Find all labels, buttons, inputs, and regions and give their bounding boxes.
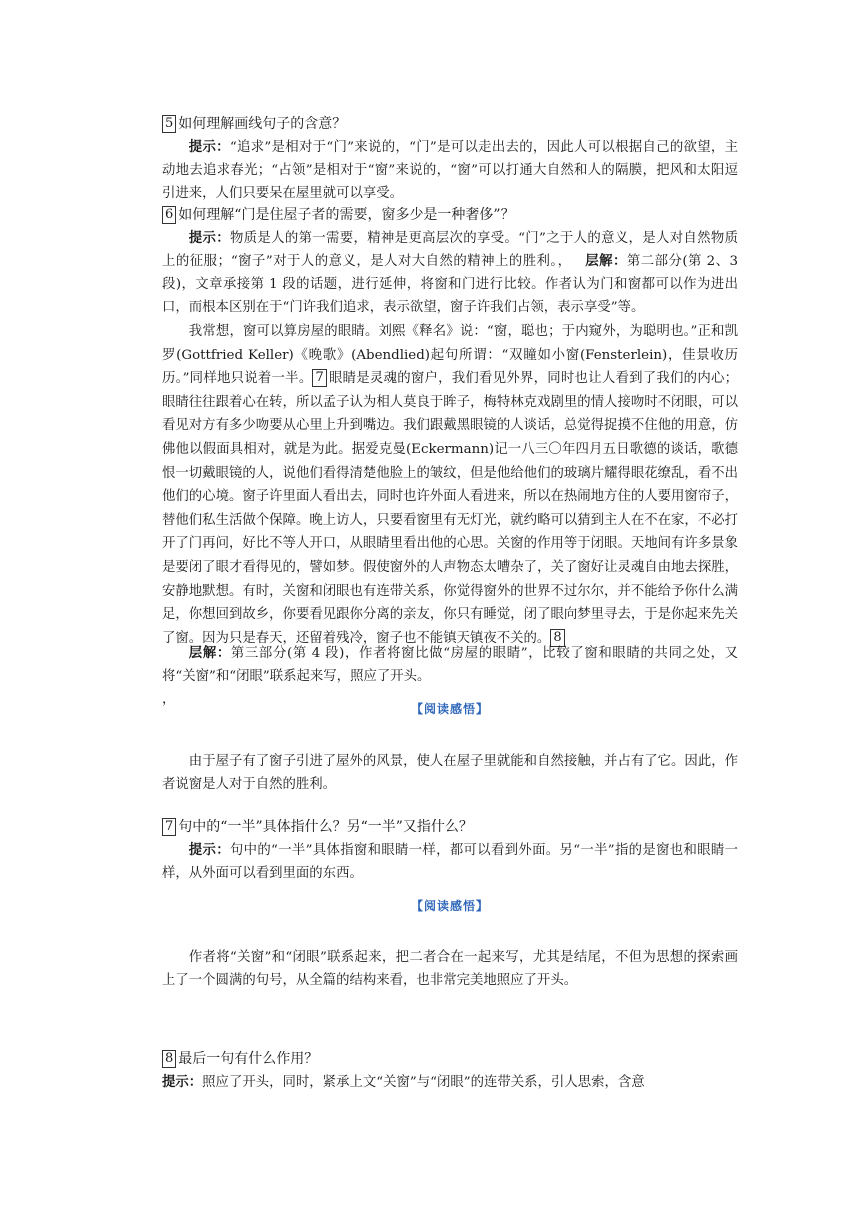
reading-heading: 【阅读感悟】 <box>410 702 489 716</box>
question-number: 6 <box>162 206 176 224</box>
reading-1-block <box>162 750 738 796</box>
tip-text: 句中的“一半”具体指窗和眼睛一样，都可以看到外面。另“一半”指的是窗也和眼睛一样，从外面可以看到里面的东西。 <box>162 843 738 881</box>
tip-text: 物质是人的第一需要，精神是更高层次的享受。“门”之于人的意义，是人对自然物质上的征服；“窗子”对于人的意义，是人对大自然的精神上的胜利。， <box>162 231 738 269</box>
layer-label: 层解： <box>188 645 231 661</box>
tip-text: “追求”是相对于“门”来说的，“门”是可以走出去的，因此人可以根据自己的欲望，主动地去追求春光；“占领”是相对于“窗”来说的，“窗”可以打通大自然和人的隔膜，把风和太阳逗引进来，人们只要呆在屋里就可以享受。 <box>162 140 738 201</box>
passage-text-1: 我常想，窗可以算房屋的眼睛。刘熙《释名》说：“窗，聪也；于内窥外，为聪明也。”正和凯罗(Gottfried Keller)《晚歌》(Abendlied)起句所谓：“双瞳如小窗(Fensterlein)，佳景收历历。”同样地只说着一半。 <box>162 324 738 387</box>
question-text: 如何理解“门是住屋子者的需要，窗多少是一种奢侈”？ <box>178 207 515 223</box>
question-5-block <box>162 113 738 205</box>
reading-text: 作者将“关窗”和“闭眼”联系起来，把二者合在一起来写，尤其是结尾，不但为思想的探索画上了一个圆满的句号，从全篇的结构来看，也非常完美地照应了开头。 <box>162 950 738 988</box>
marker-7: 7 <box>312 369 326 387</box>
question-text: 最后一句有什么作用？ <box>178 1051 319 1067</box>
question-7-block <box>162 816 738 885</box>
reading-2-block <box>162 946 738 992</box>
tip-label: 提示： <box>188 230 230 246</box>
marker-8: 8 <box>550 629 564 647</box>
passage-text-2: 眼睛是灵魂的窗户，我们看见外界，同时也让人看到了我们的内心；眼睛往往跟着心在转，所以孟子认为相人莫良于眸子，梅特林克戏剧里的情人接吻时不闭眼，可以看见对方有多少吻要从心里上升到嘴边。我们跟戴黑眼镜的人谈话，总觉得捉摸不住他的用意，仿佛他以假面具相对，就是为此。据爱克曼(Eckermann)记一八三〇年四月五日歌德的谈话，歌德恨一切戴眼镜的人，说他们看得清楚他脸上的皱纹，但是他给他们的玻璃片耀得眼花缭乱，看不出他们的心境。窗子许里面人看出去，同时也许外面人看进来，所以在热闹地方住的人要用窗帘子，替他们私生活做个保障。晚上访人，只要看窗里有无灯光，就约略可以猜到主人在不在家，不必打开了门再问，好比不等人开口，从眼睛里看出他的心思。关窗的作用等于闭眼。天地间有许多景象是要闭了眼才看得见的，譬如梦。假使窗外的人声物态太嘈杂了，关了窗好让灵魂自由地去探胜，安静地默想。有时，关窗和闭眼也有连带关系，你觉得窗外的世界不过尔尔，并不能给予你什么满足，你想回到故乡，你要看见跟你分离的亲友，你只有睡觉，闭了眼向梦里寻去，于是你起来先关了窗。因为只是春天，还留着残冷，窗子也不能镇天镇夜不关的。 <box>162 371 738 646</box>
question-6-block <box>162 204 738 319</box>
layer-text: 第三部分(第 4 段)，作者将窗比做“房屋的眼睛”，比较了窗和眼睛的共同之处，又将“关窗”和“闭眼”联系起来写，照应了开头。 <box>162 646 739 684</box>
tip-label: 提示： <box>162 1074 203 1090</box>
question-text: 如何理解画线句子的含意？ <box>178 116 347 132</box>
reading-heading: 【阅读感悟】 <box>410 899 489 913</box>
layer-text: 第二部分(第 2、3 段)，文章承接第 1 段的话题，进行延伸，将窗和门进行比较。作者认为门和窗都可以作为进出口，而根本区别在于“门许我们追求，表示欲望，窗子许我们占领，表示享受”等。 <box>162 254 738 315</box>
tip-label: 提示： <box>188 842 230 858</box>
question-number: 7 <box>162 818 176 836</box>
question-number: 8 <box>162 1050 176 1068</box>
question-text: 句中的“一半”具体指什么？另“一半”又指什么？ <box>178 819 473 835</box>
passage-paragraph <box>162 320 738 650</box>
question-number: 5 <box>162 115 176 133</box>
tip-text: 照应了开头，同时，紧承上文“关窗”与“闭眼”的连带关系，引人思索，含意 <box>202 1075 645 1090</box>
tip-label: 提示： <box>188 139 230 155</box>
layer-label: 层解： <box>584 253 627 269</box>
question-8-block <box>162 1048 738 1094</box>
stray-comma: ， <box>162 692 176 707</box>
reading-text: 由于屋子有了窗子引进了屋外的风景，使人在屋子里就能和自然接触，并占有了它。因此，作者说窗是人对于自然的胜利。 <box>162 754 738 792</box>
